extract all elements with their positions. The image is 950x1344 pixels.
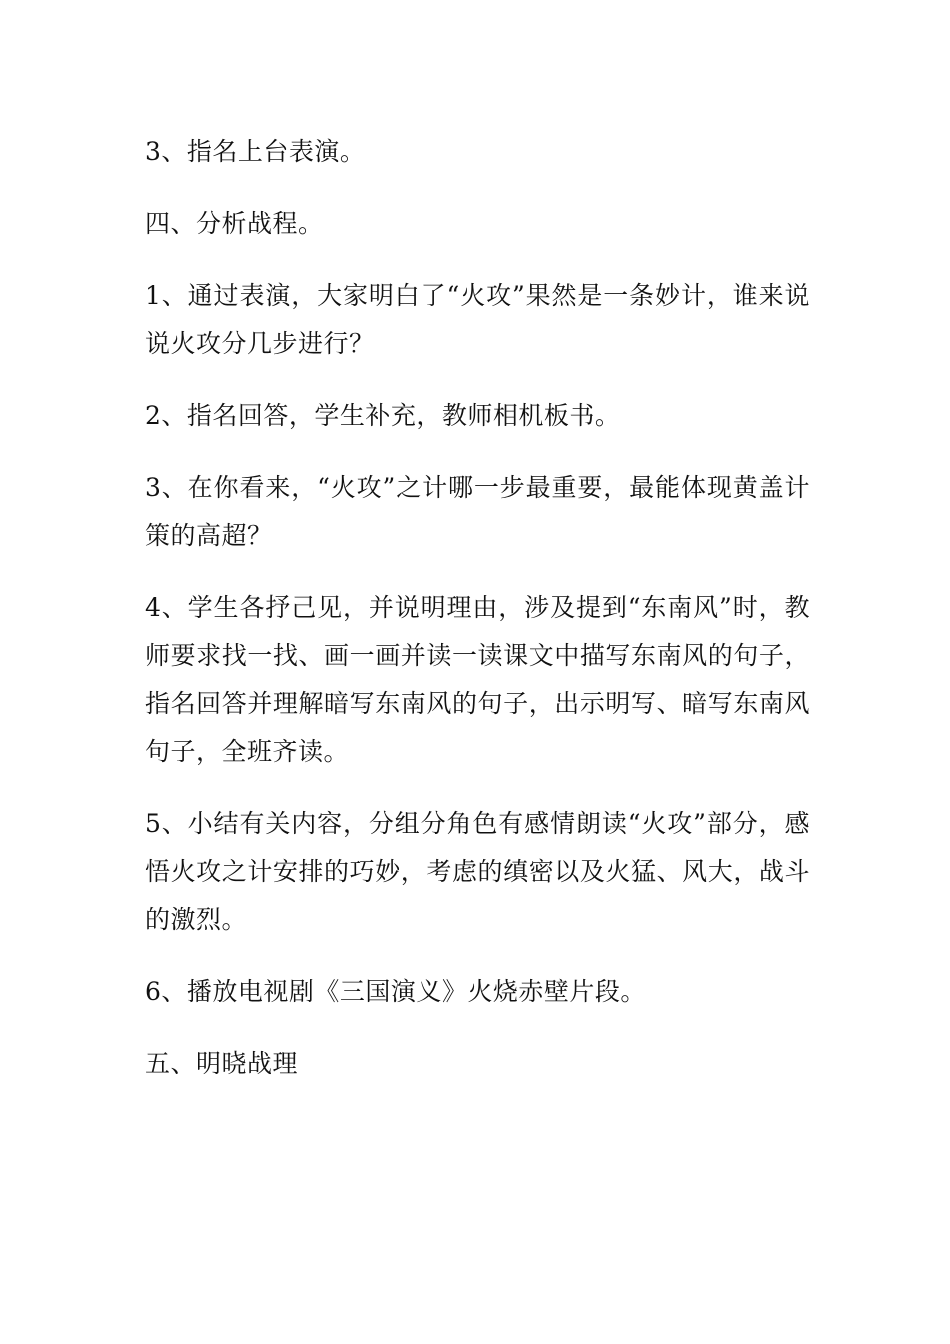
paragraph-question-fire-attack-steps: 1、通过表演，大家明白了“火攻”果然是一条妙计，谁来说说火攻分几步进行？ [145,281,810,358]
paragraph-southeast-wind: 4、学生各抒己见，并说明理由，涉及提到“东南风”时，教师要求找一找、画一画并读一读课文中描写东南风的句子，指名回答并理解暗写东南风的句子，出示明写、暗写东南风句子，全班齐读。 [145,593,810,766]
paragraph-summary-reading: 5、小结有关内容，分组分角色有感情朗读“火攻”部分，感悟火攻之计安排的巧妙，考虑的缜密以及火猛、风大，战斗的激烈。 [145,809,810,934]
section-heading-understand-strategy: 五、明晓战理 [145,1049,299,1078]
document-body [145,128,810,1112]
paragraph-step-3-perform: 3、指名上台表演。 [145,137,366,166]
paragraph-question-key-step: 3、在你看来，“火攻”之计哪一步最重要，最能体现黄盖计策的高超？ [145,473,810,550]
paragraph-answer-blackboard: 2、指名回答，学生补充，教师相机板书。 [145,401,621,430]
paragraph-play-video: 6、播放电视剧《三国演义》火烧赤壁片段。 [145,977,646,1006]
section-heading-analyze-battle: 四、分析战程。 [145,209,324,238]
